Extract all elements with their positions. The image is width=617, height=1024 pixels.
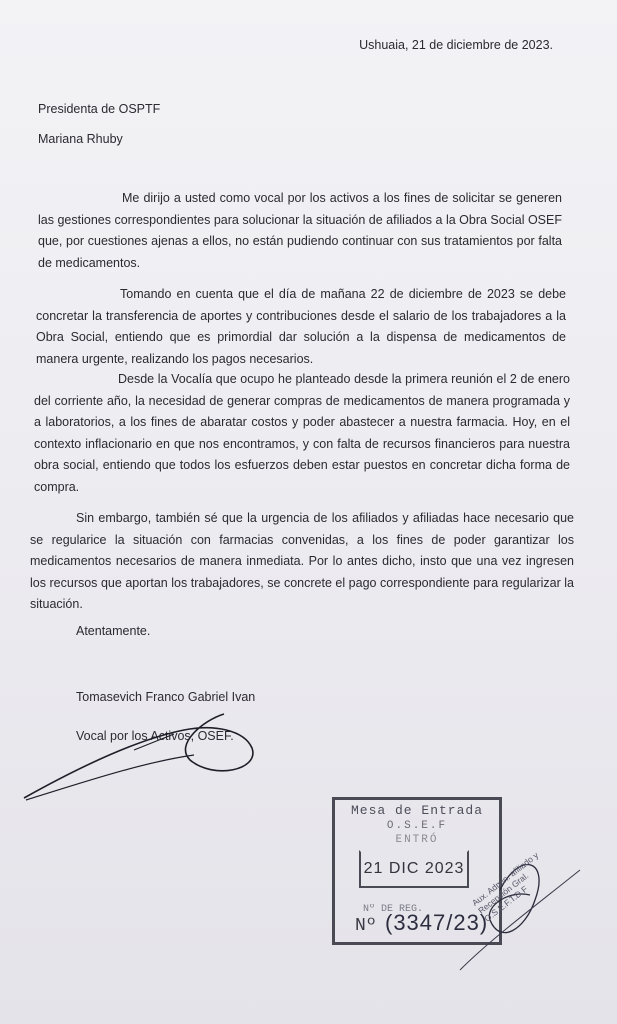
- closing: Atentamente.: [76, 624, 151, 638]
- recipient-title: Presidenta de OSPTF: [38, 102, 161, 116]
- stamp-line-1: Mesa de Entrada: [350, 803, 484, 818]
- paragraph-4: [30, 508, 574, 616]
- paragraph-3-text: Desde la Vocalía que ocupo he planteado desde la primera reunión el 2 de enero del corriente año, la necesidad de generar compras de medicamentos de manera programada y a laboratorios, a los fines de abaratar costos y poder abastecer a nuestra farmacia. Hoy, en el contexto inflacionario en que nos encontramos, y con falta de recursos financieros para nuestra obra social, entiendo que todos los esfuerzos deben estar puestos en concretar dicha forma de compra.: [34, 372, 570, 494]
- paragraph-1-text: Me dirijo a usted como vocal por los activos a los fines de solicitar se generen las gestiones correspondientes para solucionar la situación de afiliados a la Obra Social OSEF que, por cuestiones ajenas a ellos, no están pudiendo continuar con sus tratamientos por falta de medicamentos.: [38, 191, 562, 270]
- paragraph-2-text: Tomando en cuenta que el día de mañana 22 de diciembre de 2023 se debe concretar la transferencia de aportes y contribuciones desde el salario de los trabajadores a la Obra Social, entiendo que es primordial dar solución a la dispensa de medicamentos de manera urgente, realizando los pagos necesarios.: [36, 287, 566, 366]
- paragraph-4-text: Sin embargo, también sé que la urgencia de los afiliados y afiliadas hace necesario que se regularice la situación con farmacias convenidas, a los fines de poder garantizar los medicamentos necesarios de manera inmediata. Por lo antes dicho, insto que una vez ingresen los recursos que aportan los trabajadores, se concrete el pago correspondiente para regularizar la situación.: [30, 511, 574, 611]
- paragraph-3: [34, 369, 570, 498]
- stamp-reg-label: Nº DE REG.: [363, 904, 424, 915]
- seal-text: Aux. Admin. afiliado y Recepción Gral. O.S.E.F.T.D.F: [470, 849, 541, 924]
- paragraph-2: [36, 284, 566, 370]
- recipient-name: Mariana Rhuby: [38, 132, 123, 146]
- signer-name: Tomasevich Franco Gabriel Ivan: [76, 690, 256, 704]
- stamp-date: 21 DIC 2023: [359, 850, 469, 888]
- stamp-reg-number: (3347/23): [385, 910, 489, 935]
- handwritten-signature: [14, 700, 264, 810]
- letter-date: Ushuaia, 21 de diciembre de 2023.: [359, 38, 553, 52]
- stamp-line-3: ENTRÓ: [395, 834, 439, 846]
- paragraph-1: [38, 188, 562, 274]
- stamp-line-2: O.S.E.F: [386, 820, 448, 832]
- signer-role: Vocal por los Activos, OSEF.: [76, 729, 234, 743]
- stamp-no-mark: Nº: [355, 916, 377, 936]
